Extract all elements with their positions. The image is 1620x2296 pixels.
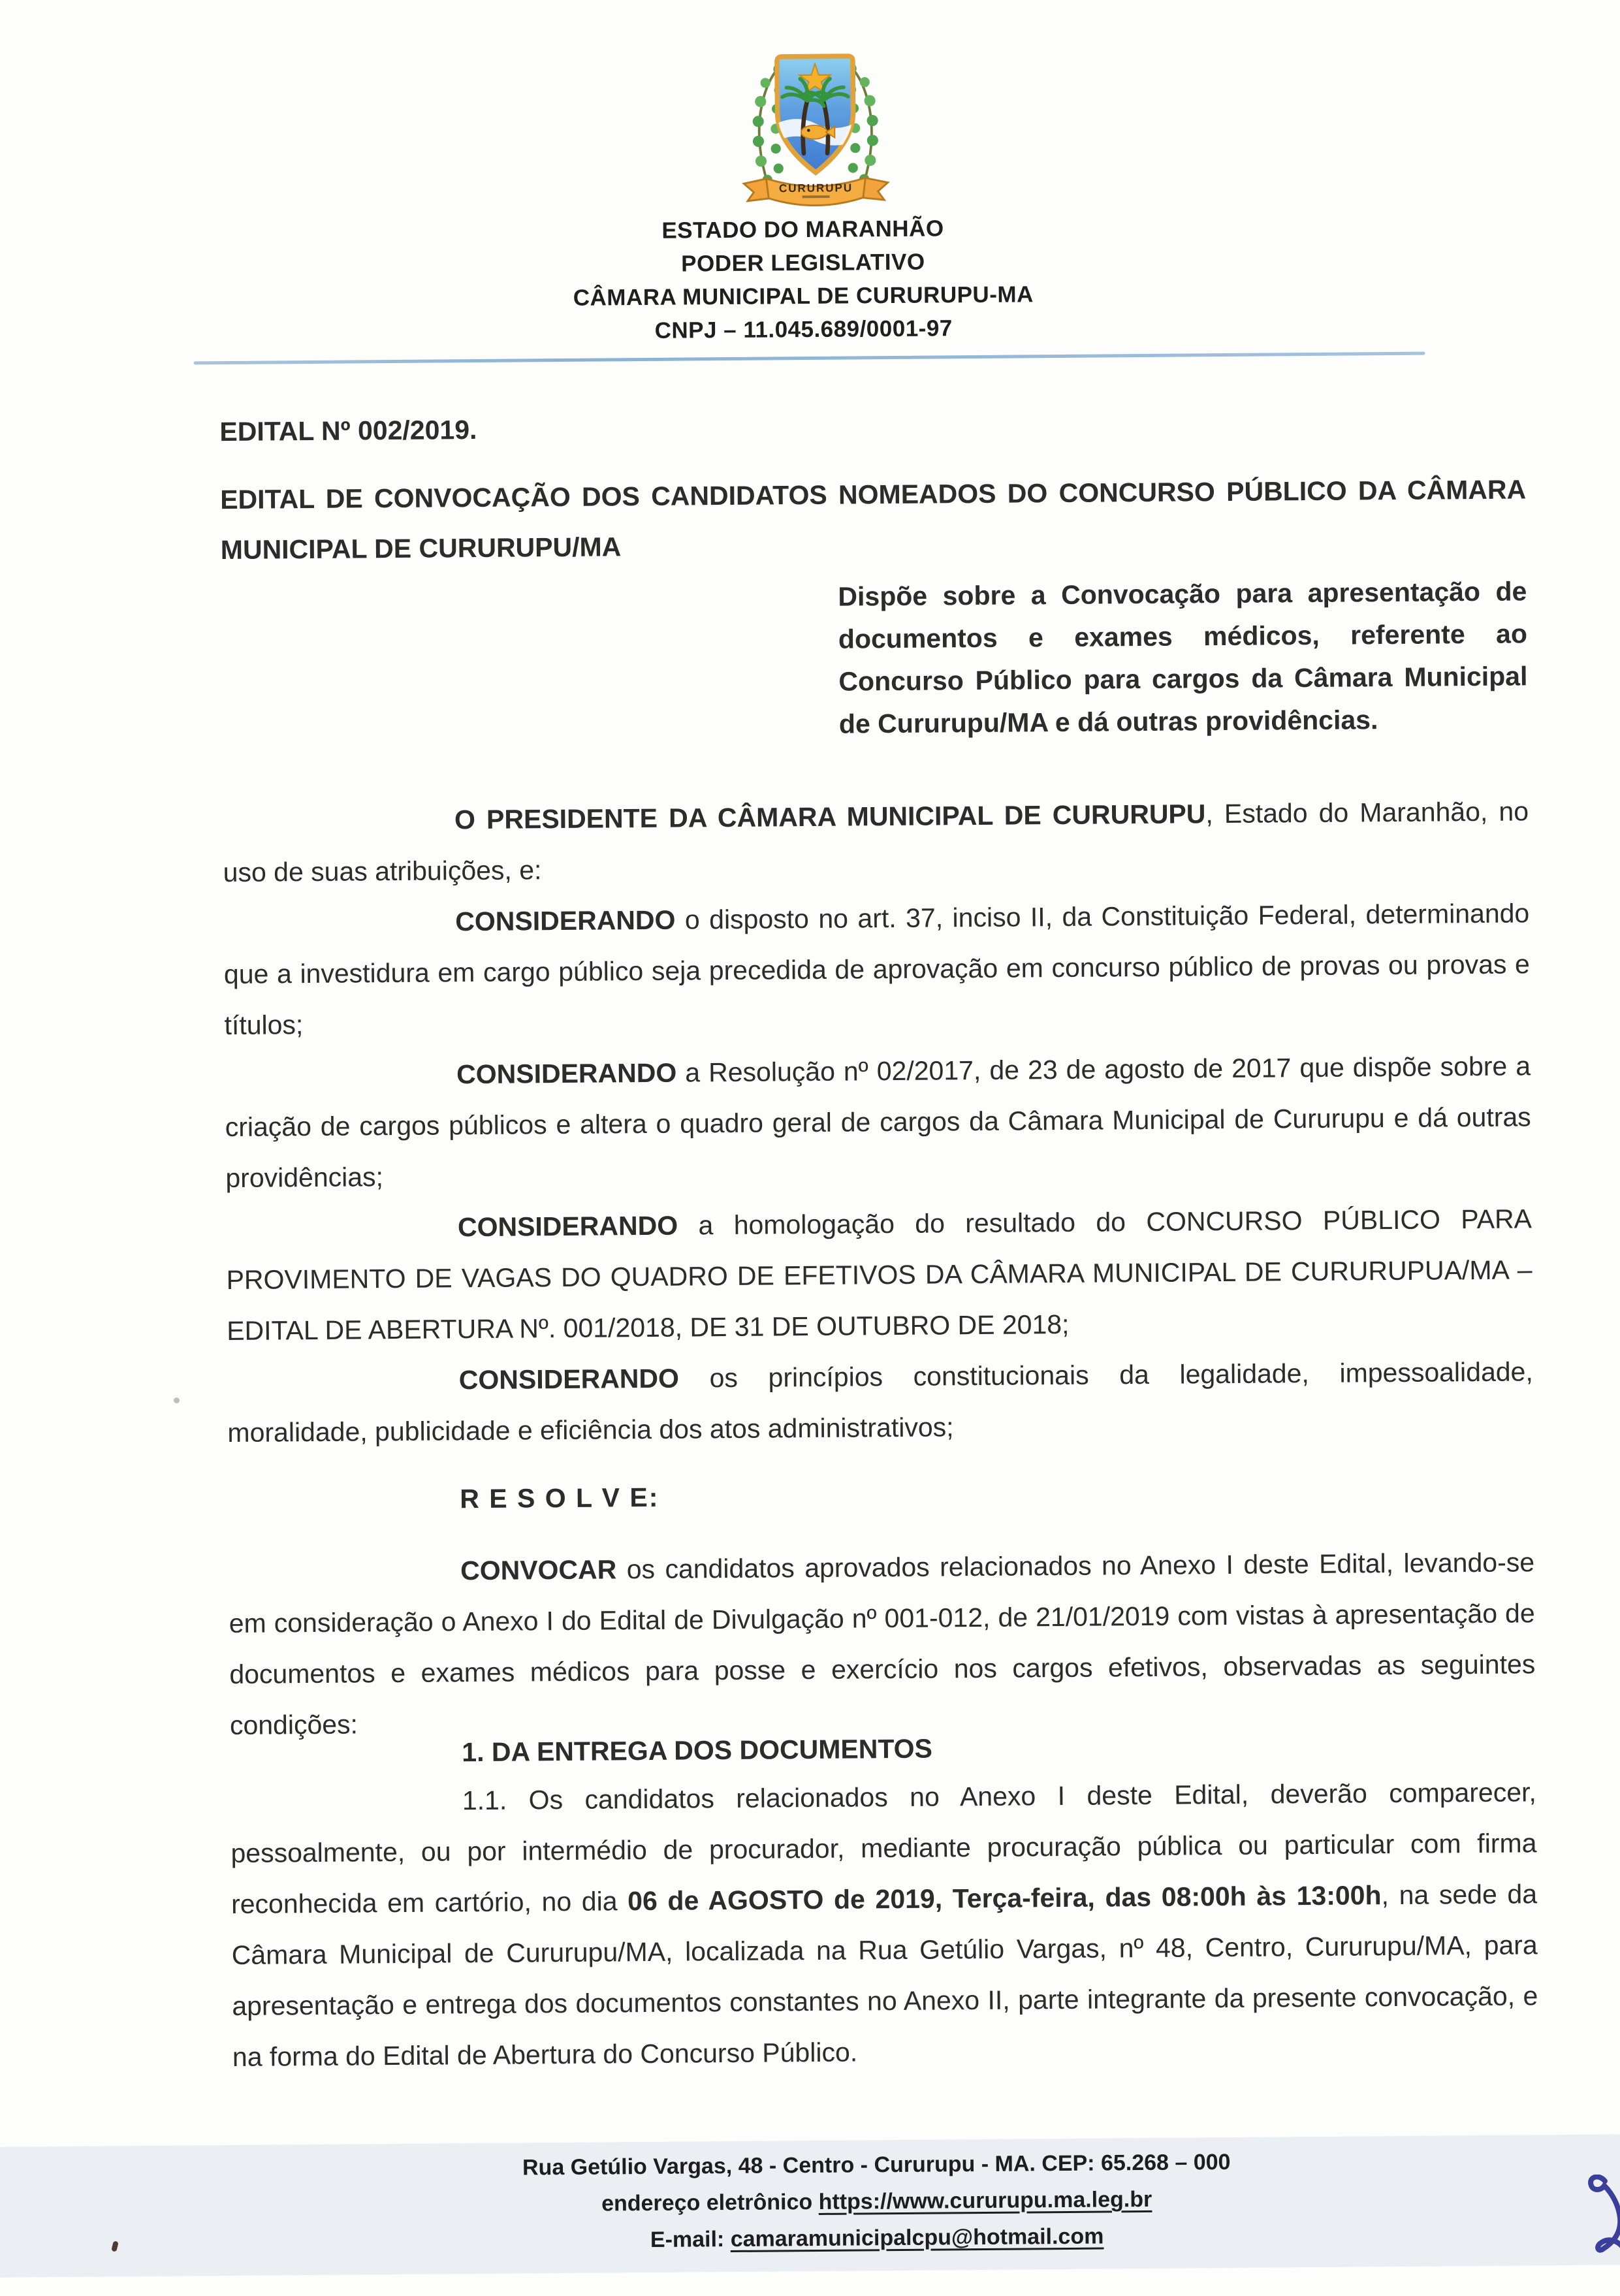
- footer-email-link[interactable]: camaramunicipalcpu@hotmail.com: [730, 2224, 1104, 2252]
- footer-address: Rua Getúlio Vargas, 48 - Centro - Cururupu - MA. CEP: 65.268 – 000: [522, 2149, 1231, 2180]
- letterhead-cnpj: CNPJ – 11.045.689/0001-97: [654, 315, 953, 343]
- resolve-label: R E S O L V E:: [460, 1482, 659, 1514]
- considerando-2-lead: CONSIDERANDO: [456, 1057, 677, 1090]
- letterhead: [0, 206, 1613, 352]
- considerando-3-text: a homologação do resultado do CONCURSO PÚBLICO PARA PROVIMENTO DE VAGAS DO QUADRO DE EFETIVOS DA CÂMARA MUNICIPAL DE CURURUPUA/MA – EDITAL DE ABERTURA Nº. 001/2018, DE 31 DE OUTUBRO DE 2018;: [226, 1204, 1533, 1347]
- convocar-lead: CONVOCAR: [460, 1554, 617, 1586]
- letterhead-chamber: CÂMARA MUNICIPAL DE CURURUPU-MA: [573, 281, 1034, 311]
- letterhead-branch: PODER LEGISLATIVO: [681, 249, 925, 277]
- crest-svg: [722, 37, 910, 215]
- considerando-1-lead: CONSIDERANDO: [455, 904, 676, 937]
- banner-text: CURURUPU: [778, 182, 853, 195]
- footer-website-link[interactable]: https://www.cururupu.ma.leg.br: [818, 2186, 1152, 2214]
- banner-ribbon: [744, 178, 888, 206]
- coat-of-arms-icon: [722, 37, 910, 215]
- preamble-text: , Estado do Maranhão, no uso de suas atribuições, e:: [223, 796, 1529, 888]
- handwritten-page-number-icon: [1583, 2175, 1620, 2257]
- epigraph: Dispõe sobre a Convocação para apresentação de documentos e exames médicos, referente ao Concurso Público para cargos da Câmara Municipal de Cururupu/MA e dá outras providências.: [838, 576, 1528, 739]
- considerando-4: [227, 1346, 1534, 1458]
- considerando-4-lead: CONSIDERANDO: [458, 1363, 680, 1395]
- footer-email-label: E-mail:: [650, 2227, 731, 2252]
- section-1-title: 1. DA ENTREGA DOS DOCUMENTOS: [462, 1733, 933, 1768]
- preamble-lead: O PRESIDENTE DA CÂMARA MUNICIPAL DE CURURUPU: [454, 799, 1206, 835]
- convocar-paragraph: [229, 1537, 1536, 1751]
- considerando-1-text: o disposto no art. 37, inciso II, da Constituição Federal, determinando que a investidura em cargo público seja precedida de aprovação em concurso público de provas ou provas e títulos;: [223, 898, 1531, 1041]
- considerando-1: [223, 887, 1531, 1051]
- convocar-text: os candidatos aprovados relacionados no Anexo I deste Edital, levando-se em consideração o Anexo I do Edital de Divulgação nº 001-012, de 21/01/2019 com vistas à apresentação de documentos e exames médicos para posse e exercício nos cargos efetivos, observadas as seguintes condições:: [229, 1547, 1536, 1741]
- considerando-2: [225, 1040, 1532, 1204]
- considerando-3: [226, 1193, 1533, 1356]
- item-1-1: [230, 1766, 1539, 2082]
- considerando-4-text: os princípios constitucionais da legalidade, impessoalidade, moralidade, publicidade e eficiência dos atos administrativos;: [227, 1356, 1533, 1448]
- footer: [321, 2143, 1432, 2261]
- document-title: EDITAL DE CONVOCAÇÃO DOS CANDIDATOS NOMEADOS DO CONCURSO PÚBLICO DA CÂMARA MUNICIPAL DE CURURUPU/MA: [220, 474, 1527, 566]
- letterhead-state: ESTADO DO MARANHÃO: [661, 215, 944, 244]
- header-divider: [194, 352, 1425, 365]
- preamble: [223, 786, 1529, 898]
- considerando-3-lead: CONSIDERANDO: [457, 1210, 678, 1243]
- scan-speck: [174, 1397, 180, 1403]
- item-1-1-text-b: , na sede da Câmara Municipal de Cururupu/MA, localizada na Rua Getúlio Vargas, nº 48, Centro, Cururupu/MA, para apresentação e entrega dos documentos constantes no Anexo II, parte integrante da presente convocação, e na forma do Edital de Abertura do Concurso Público.: [231, 1879, 1538, 2072]
- footer-website-label: endereço eletrônico: [601, 2189, 819, 2216]
- item-1-1-text-a: 1.1. Os candidatos relacionados no Anexo I deste Edital, deverão comparecer, pessoalmente, ou por intermédio de procurador, mediante procuração pública ou particular com firma reconhecida em cartório, no dia: [230, 1777, 1537, 1919]
- edital-number: EDITAL Nº 002/2019.: [219, 414, 477, 447]
- considerando-2-text: a Resolução nº 02/2017, de 23 de agosto de 2017 que dispõe sobre a criação de cargos públicos e altera o quadro geral de cargos da Câmara Municipal de Cururupu e dá outras providências;: [225, 1051, 1531, 1194]
- item-1-1-date-bold: 06 de AGOSTO de 2019, Terça-feira, das 08:00h às 13:00h: [627, 1880, 1382, 1917]
